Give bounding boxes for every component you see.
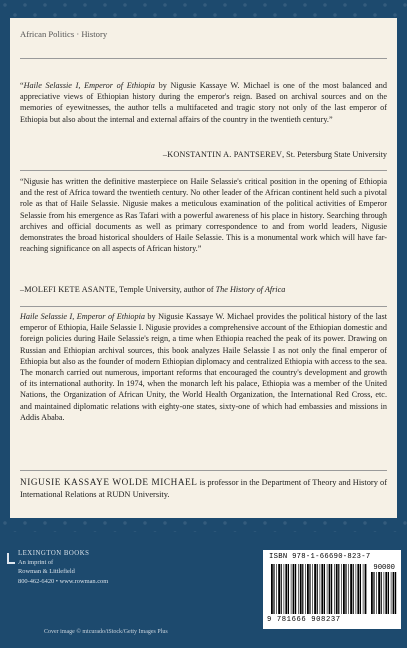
author-bio-text: is professor in the Department of Theory and History of International Relations at RUDN University. bbox=[20, 478, 387, 499]
divider-top bbox=[20, 58, 387, 59]
lexington-logo-icon bbox=[6, 552, 16, 566]
barcode-number: 9 781666 908237 bbox=[267, 616, 341, 624]
barcode bbox=[263, 550, 401, 629]
publisher-parent: Rowman & Littlefield bbox=[18, 568, 75, 576]
barcode-bars-addon bbox=[371, 572, 397, 614]
top-pattern bbox=[0, 0, 407, 20]
price-code: 90000 bbox=[373, 564, 395, 572]
attribution-affiliation: , Temple University, author of bbox=[115, 285, 216, 294]
book-description bbox=[20, 311, 387, 423]
attribution-name: –MOLEFI KETE ASANTE bbox=[20, 285, 116, 294]
attribution-affiliation: , St. Petersburg State University bbox=[282, 150, 387, 159]
footer bbox=[0, 532, 407, 648]
category-label: African Politics · History bbox=[20, 29, 108, 39]
publisher-contact: 800-462-6420 • www.rowman.com bbox=[18, 577, 109, 585]
publisher-info bbox=[18, 549, 108, 586]
cover-image-credit: Cover image © mtcurado/iStock/Getty Images Plus bbox=[44, 629, 168, 635]
publisher-imprint: An imprint of bbox=[18, 559, 54, 567]
open-quote: “ bbox=[20, 81, 24, 90]
quote-konstantin bbox=[20, 80, 387, 125]
text-panel bbox=[10, 18, 397, 532]
divider-3 bbox=[20, 470, 387, 471]
author-name: NIGUSIE KASSAYE WOLDE MICHAEL bbox=[20, 477, 198, 487]
publisher-name: LEXINGTON BOOKS bbox=[18, 550, 90, 557]
attribution-asante bbox=[20, 285, 285, 294]
barcode-bars-main bbox=[271, 564, 367, 614]
isbn-label: ISBN 978-1-66690-823-7 bbox=[269, 553, 371, 561]
attribution-book: The History of Africa bbox=[215, 285, 286, 294]
author-bio bbox=[20, 476, 387, 501]
book-title-italic: Haile Selassie I, Emperor of Ethiopia bbox=[23, 81, 155, 90]
attribution-name: –KONSTANTIN A. PANTSEREV bbox=[162, 150, 283, 159]
divider-2 bbox=[20, 306, 387, 307]
quote-text: by Nigusie Kassaye W. Michael is one of the most balanced and appreciative views of Ethiopian history during the emperor's reign. Based on archival sources and on the memories of eyewitnesses, the author tells a multifaceted and tragic story not only of the last emperor of Ethiopia but also about the internal and external affairs of the country in the twentieth century.” bbox=[20, 81, 387, 124]
description-text: by Nigusie Kassaye W. Michael provides the political history of the last emperor of Ethiopia, Haile Selassie I. Nigusie provides a comprehensive account of the Ethiopian domestic and foreign policies during Haile Selassie's reign, a time when Ethiopia reached the peak of its power. Drawing on Russian and Ethiopian archival sources, this book analyzes Haile Selassie I as not only the final emperor of Ethiopia but also as the founder of modern Ethiopian diplomacy and centralized Ethiopia with access to the sea. The monarch carried out numerous, important reforms that encouraged the country's development and growth of its international authority. In 1974, when the monarch left his palace, Ethiopia was a member of the United Nations, the Organization of African Unity, the World Health Organization, the International Red Cross, etc. and maintained diplomatic relations with eighty-one states, sixty-one of which had embassies and missions in Addis Ababa. bbox=[20, 312, 388, 422]
quote-asante: “Nigusie has written the definitive masterpiece on Haile Selassie's critical position in the opening of Ethiopia and the rest of Africa toward the twentieth century. No other leader of the African continent held such a pivotal role as that of Haile Selassie. Nigusie makes a meticulous examination of the political activities of Emperor Selassie from his emergence as Ras Tafari with a powerful awareness of his place in history. Searching through archives and official documents as well as primary correspondence to and from world leaders, Nigusie demonstrates the broad historical shoulders of Haile Selassie. This is a monumental work which will have far-reaching significance on all aspects of African history.” bbox=[20, 177, 387, 254]
divider-1 bbox=[20, 170, 387, 171]
attribution-konstantin bbox=[163, 150, 387, 159]
book-title-italic: Haile Selassie I, Emperor of Ethiopia bbox=[20, 312, 145, 321]
